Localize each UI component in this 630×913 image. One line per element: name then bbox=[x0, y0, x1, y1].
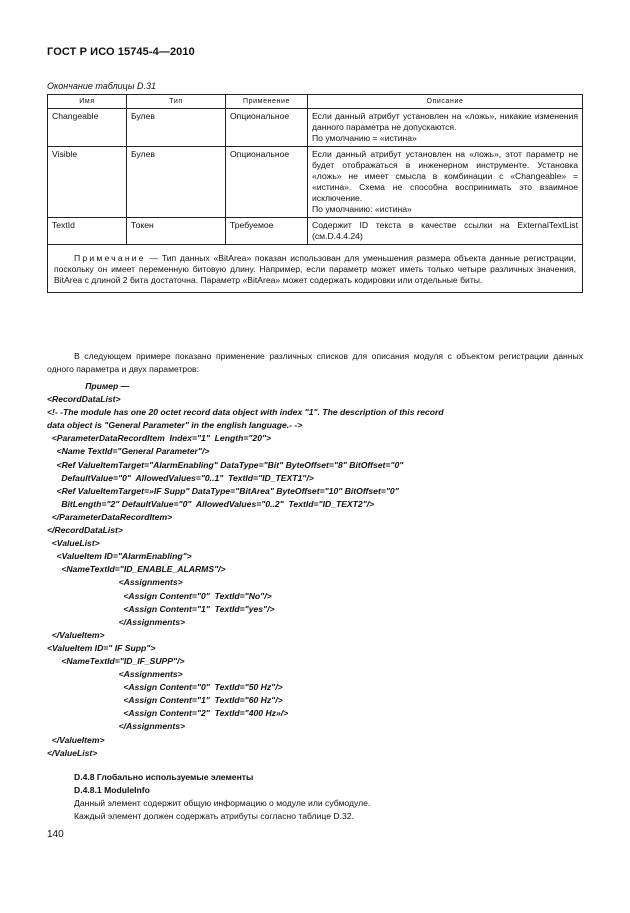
note-text: — Тип данных «BitArea» показан использован для уменьшения размера объекта данные регистрации, поскольку он имеет переменную битовую длину. Например, если параметр может иметь только четыре различных значения, BitArea с длиной 2 бита достаточна. Параметр «BitArea» может содержать кодировки или отдельные биты. bbox=[54, 253, 576, 285]
cell-type: Булев bbox=[127, 109, 226, 147]
code-line: </ParameterDataRecordItem> bbox=[47, 511, 173, 522]
cell-description bbox=[308, 109, 583, 147]
cell-name: Changeable bbox=[48, 109, 127, 147]
code-line: </Assignments> bbox=[47, 721, 186, 732]
col-header-name: Имя bbox=[48, 95, 127, 109]
code-line: <Ref ValueItemTarget=»IF Supp" DataType="BitArea" ByteOffset="10" BitOffset="0" bbox=[47, 485, 399, 496]
code-line: <Assign Content="1" TextId="60 Hz"/> bbox=[47, 695, 283, 706]
subsection-title: D.4.8.1 ModuleInfo bbox=[74, 785, 150, 795]
default-text: По умолчанию: «истина» bbox=[312, 204, 412, 214]
table-caption: Окончание таблицы D.31 bbox=[47, 81, 156, 91]
body-text: Каждый элемент должен содержать атрибуты согласно таблице D.32. bbox=[74, 811, 354, 821]
description-text: Содержит ID текста в качестве ссылки на ExternalTextList (см.D.4.4.24) bbox=[312, 220, 578, 241]
code-line: <Assign Content="0" TextId="No"/> bbox=[47, 590, 272, 601]
code-line: <ParameterDataRecordItem Index="1" Length="20"> bbox=[47, 433, 272, 444]
col-header-description: Описание bbox=[308, 95, 583, 109]
cell-name: Visible bbox=[48, 147, 127, 218]
table-note bbox=[48, 245, 583, 293]
code-line: Пример — bbox=[47, 381, 130, 391]
code-line: <Assignments> bbox=[47, 669, 183, 680]
cell-type: Токен bbox=[127, 218, 226, 245]
code-line: <NameTextId="ID_ENABLE_ALARMS"/> bbox=[47, 564, 226, 575]
table-header-row bbox=[48, 95, 583, 109]
code-line: <Name TextId="General Parameter"/> bbox=[47, 446, 210, 457]
code-line: </Assignments> bbox=[47, 616, 186, 627]
code-line: <ValueItem ID="AlarmEnabling"> bbox=[47, 551, 192, 562]
code-line: <Assign Content="1" TextId="yes"/> bbox=[47, 603, 275, 614]
cell-description bbox=[308, 147, 583, 218]
description-text: Если данный атрибут установлен на «ложь», никакие изменения данного параметра не допускаются. bbox=[312, 111, 578, 132]
table-row bbox=[48, 218, 583, 245]
code-line: <Assign Content="0" TextId="50 Hz"/> bbox=[47, 682, 283, 693]
col-header-type: Тип bbox=[127, 95, 226, 109]
code-line: </RecordDataList> bbox=[47, 525, 123, 536]
body-text: Данный элемент содержит общую информацию о модуле или субмодуле. bbox=[74, 798, 371, 808]
section-title: D.4.8 Глобально используемые элементы bbox=[74, 772, 254, 782]
section-d48 bbox=[47, 771, 583, 823]
cell-usage: Требуемое bbox=[226, 218, 308, 245]
page-number: 140 bbox=[47, 829, 64, 840]
table-row bbox=[48, 109, 583, 147]
xml-example bbox=[47, 380, 587, 760]
intro-text: В следующем примере показано применение различных списков для описания модуля с объектом регистрации данных одного параметра и двух параметров: bbox=[47, 351, 583, 374]
code-line: <Assignments> bbox=[47, 577, 183, 588]
intro-paragraph bbox=[47, 350, 583, 376]
description-text: Если данный атрибут установлен на «ложь», этот параметр не будет отображаться в инженерном инструменте. Установка «ложь» не имеет смысла в комбинации с «Changeable» = «истина». Схема не способна воспринимать это взаимное исключение. bbox=[312, 149, 578, 203]
code-line: <RecordDataList> bbox=[47, 394, 121, 405]
code-line: <ValueList> bbox=[47, 538, 100, 549]
table-row bbox=[48, 147, 583, 218]
attributes-table bbox=[47, 94, 583, 293]
cell-name: TextId bbox=[48, 218, 127, 245]
code-line: <NameTextId="ID_IF_SUPP"/> bbox=[47, 655, 185, 666]
cell-description bbox=[308, 218, 583, 245]
code-line: </ValueItem> bbox=[47, 629, 105, 640]
code-line: <ValueItem ID=" IF Supp"> bbox=[47, 642, 156, 653]
cell-usage: Опциональное bbox=[226, 147, 308, 218]
code-line: data object is "General Parameter" in the english language.- -> bbox=[47, 420, 303, 431]
code-line: DefaultValue="0" AllowedValues="0..1" TextId="ID_TEXT1"/> bbox=[47, 472, 314, 483]
note-label: Примечание bbox=[74, 253, 146, 263]
cell-type: Булев bbox=[127, 147, 226, 218]
document-header: ГОСТ Р ИСО 15745-4—2010 bbox=[47, 46, 195, 58]
cell-usage: Опциональное bbox=[226, 109, 308, 147]
default-text: По умолчанию = «истина» bbox=[312, 133, 417, 143]
code-line: <!- -The module has one 20 octet record data object with index "1". The description of this record bbox=[47, 407, 444, 418]
code-line: </ValueList> bbox=[47, 747, 98, 758]
code-line: <Ref ValueItemTarget="AlarmEnabling" DataType="Bit" ByteOffset="8" BitOffset="0" bbox=[47, 459, 404, 470]
code-line: <Assign Content="2" TextId="400 Hz»/> bbox=[47, 708, 289, 719]
col-header-usage: Применение bbox=[226, 95, 308, 109]
table-note-row bbox=[48, 245, 583, 293]
code-line: </ValueItem> bbox=[47, 734, 105, 745]
code-line: BitLength="2" DefaultValue="0" AllowedValues="0..2" TextId="ID_TEXT2"/> bbox=[47, 498, 375, 509]
